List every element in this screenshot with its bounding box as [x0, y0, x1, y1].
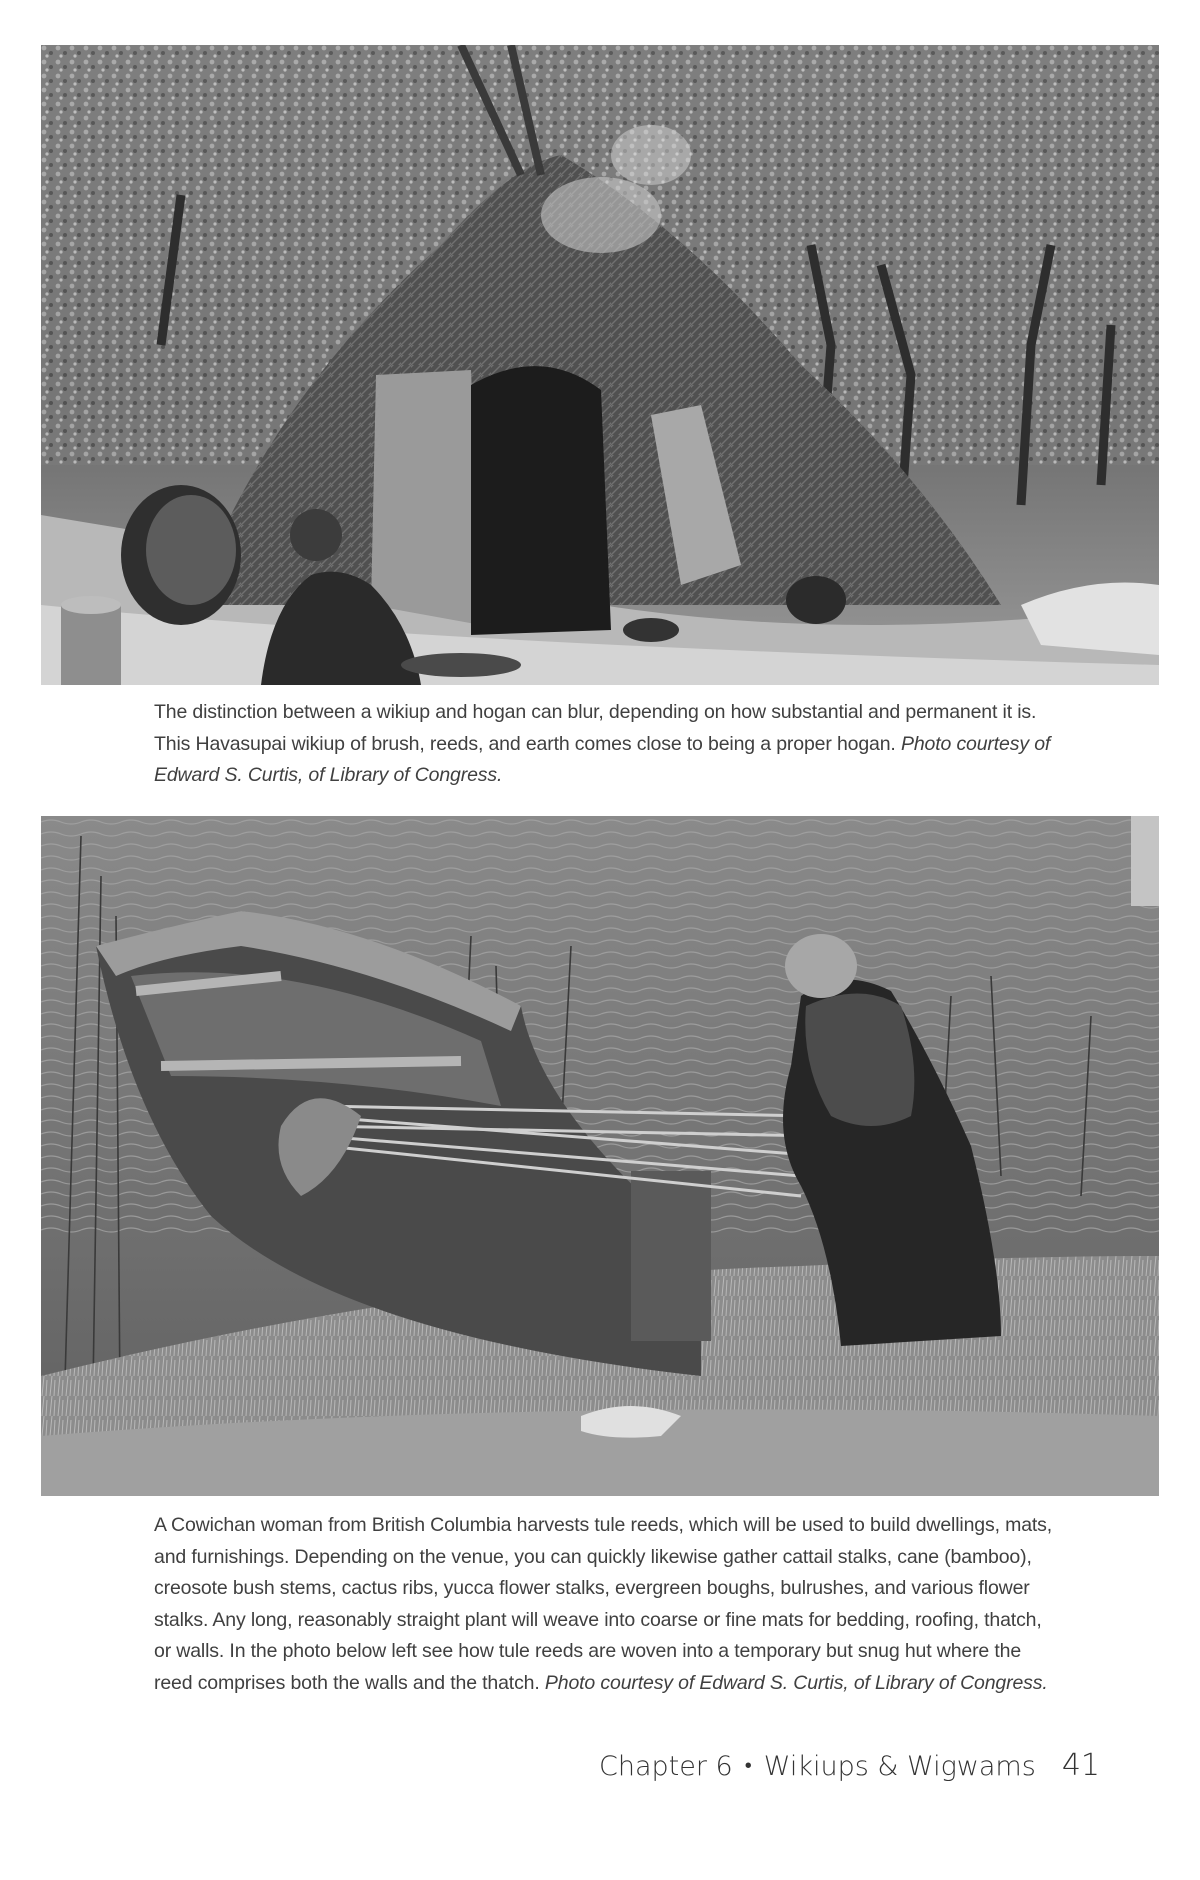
- tule-reeds-photo-credit: Photo courtesy of Edward S. Curtis, of Library of Congress.: [544, 1671, 1048, 1694]
- wikiup-caption-text: The distinction between a wikiup and hogan can blur, depending on how substantial and permanent it is. This Havasupai wikiup of brush, reeds, and earth comes close to being a proper hogan.: [154, 701, 1037, 755]
- page-footer: [599, 1748, 1100, 1783]
- tule-reeds-photo: [41, 816, 1159, 1496]
- wikiup-caption: [154, 697, 1054, 792]
- wikiup-photo-credit: Photo courtesy of Edward S. Curtis, of Library of Congress.: [154, 732, 1051, 786]
- page-number: 41: [1061, 1748, 1100, 1783]
- wikiup-photo-image: [41, 45, 1159, 685]
- chapter-label: Chapter 6: [598, 1751, 733, 1782]
- chapter-title: Wikiups & Wigwams: [763, 1751, 1036, 1782]
- wikiup-photo: [41, 45, 1159, 685]
- tule-reeds-caption: [154, 1510, 1054, 1699]
- tule-reeds-photo-image: [41, 816, 1159, 1496]
- tule-reeds-caption-text: A Cowichan woman from British Columbia harvests tule reeds, which will be used to build dwellings, mats, and furnishings. Depending on the venue, you can quickly likewise gather cattail stalks, cane (bamboo), creosote bush stems, cactus ribs, yucca flower stalks, evergreen boughs, bulrushes, and various flower stalks. Any long, reasonably straight plant will weave into coarse or fine mats for bedding, roofing, thatch, or walls. In the photo below left see how tule reeds are woven into a temporary but snug hut where the reed comprises both the walls and the thatch.: [154, 1514, 1053, 1694]
- footer-separator: •: [744, 1753, 752, 1777]
